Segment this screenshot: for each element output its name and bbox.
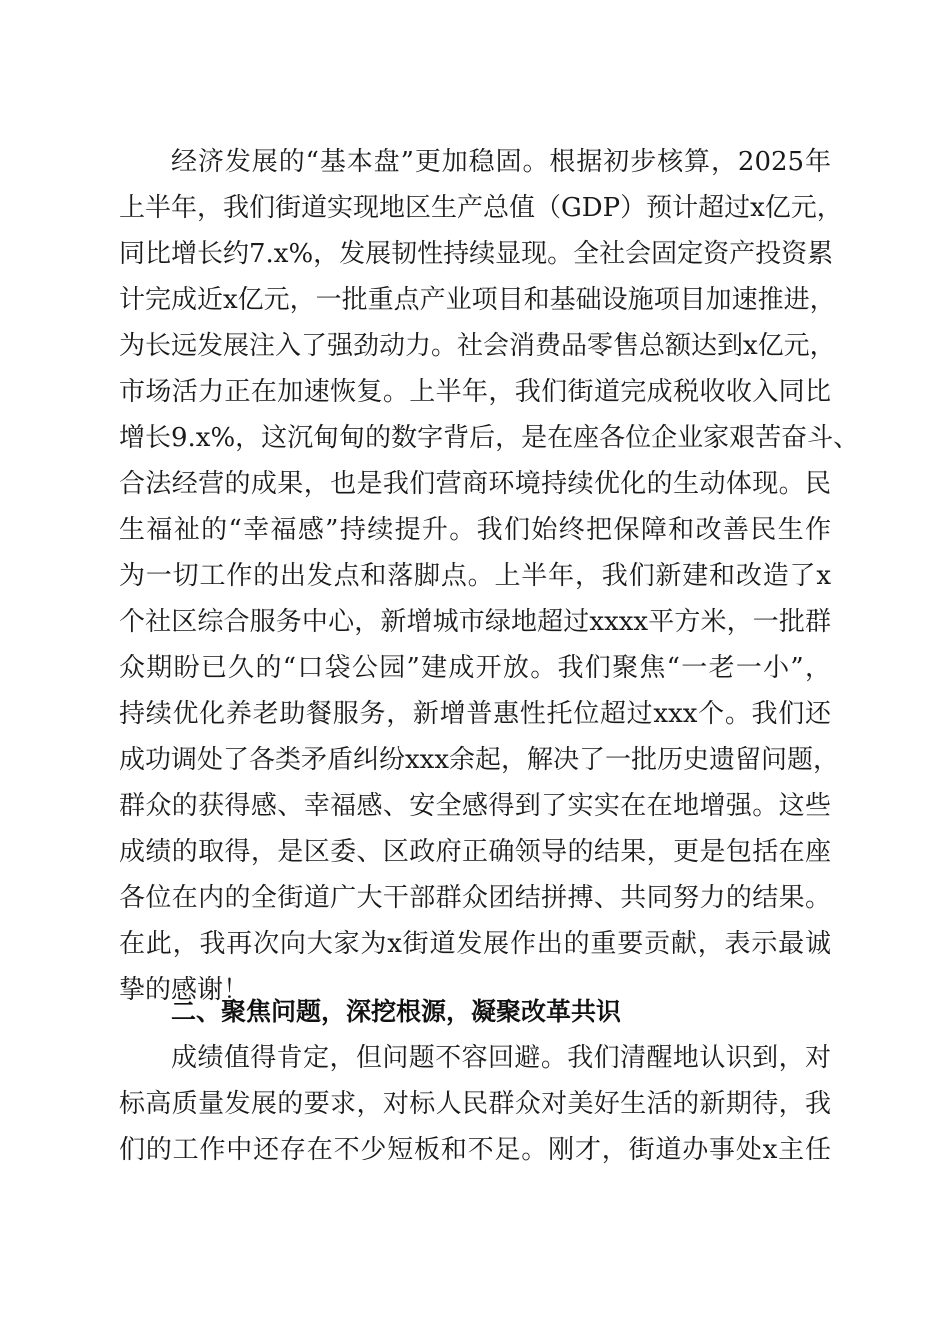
paragraph-line: 增长9.x%，这沉甸甸的数字背后，是在座各位企业家艰苦奋斗、 — [119, 423, 860, 453]
paragraph-line: 持续优化养老助餐服务，新增普惠性托位超过xxx个。我们还 — [119, 699, 831, 729]
paragraph-line: 同比增长约7.x%，发展韧性持续显现。全社会固定资产投资累 — [119, 239, 834, 269]
paragraph-line: 各位在内的全街道广大干部群众团结拼搏、共同努力的结果。 — [119, 883, 831, 913]
paragraph-line: 标高质量发展的要求，对标人民群众对美好生活的新期待，我 — [119, 1089, 831, 1119]
paragraph-line: 在此，我再次向大家为x街道发展作出的重要贡献，表示最诚 — [119, 929, 831, 959]
paragraph-line: 为一切工作的出发点和落脚点。上半年，我们新建和改造了x — [119, 561, 831, 591]
paragraph-line: 上半年，我们街道实现地区生产总值（GDP）预计超过x亿元， — [119, 193, 843, 223]
paragraph-line: 计完成近x亿元，一批重点产业项目和基础设施项目加速推进， — [119, 285, 836, 315]
paragraph-line: 个社区综合服务中心，新增城市绿地超过xxxx平方米，一批群 — [119, 607, 831, 637]
paragraph-line: 市场活力正在加速恢复。上半年，我们街道完成税收收入同比 — [119, 377, 831, 407]
paragraph-line: 们的工作中还存在不少短板和不足。刚才，街道办事处x主任 — [119, 1135, 831, 1165]
paragraph-line: 挚的感谢！ — [119, 975, 250, 1005]
paragraph-line: 合法经营的成果，也是我们营商环境持续优化的生动体现。民 — [119, 469, 831, 499]
paragraph-line: 群众的获得感、幸福感、安全感得到了实实在在地增强。这些 — [119, 791, 831, 821]
paragraph-line: 为长远发展注入了强劲动力。社会消费品零售总额达到x亿元， — [119, 331, 836, 361]
paragraph-line: 经济发展的“基本盘”更加稳固。根据初步核算，2025年 — [171, 147, 831, 177]
paragraph-line: 成绩的取得，是区委、区政府正确领导的结果，更是包括在座 — [119, 837, 831, 867]
section-heading: 二、聚焦问题，深挖根源，凝聚改革共识 — [171, 997, 622, 1026]
paragraph-line: 生福祉的“幸福感”持续提升。我们始终把保障和改善民生作 — [119, 515, 831, 545]
paragraph-line: 成绩值得肯定，但问题不容回避。我们清醒地认识到，对 — [171, 1043, 831, 1073]
paragraph-line: 众期盼已久的“口袋公园”建成开放。我们聚焦“一老一小”， — [119, 653, 831, 683]
paragraph-line: 成功调处了各类矛盾纠纷xxx余起，解决了一批历史遗留问题， — [119, 745, 839, 775]
